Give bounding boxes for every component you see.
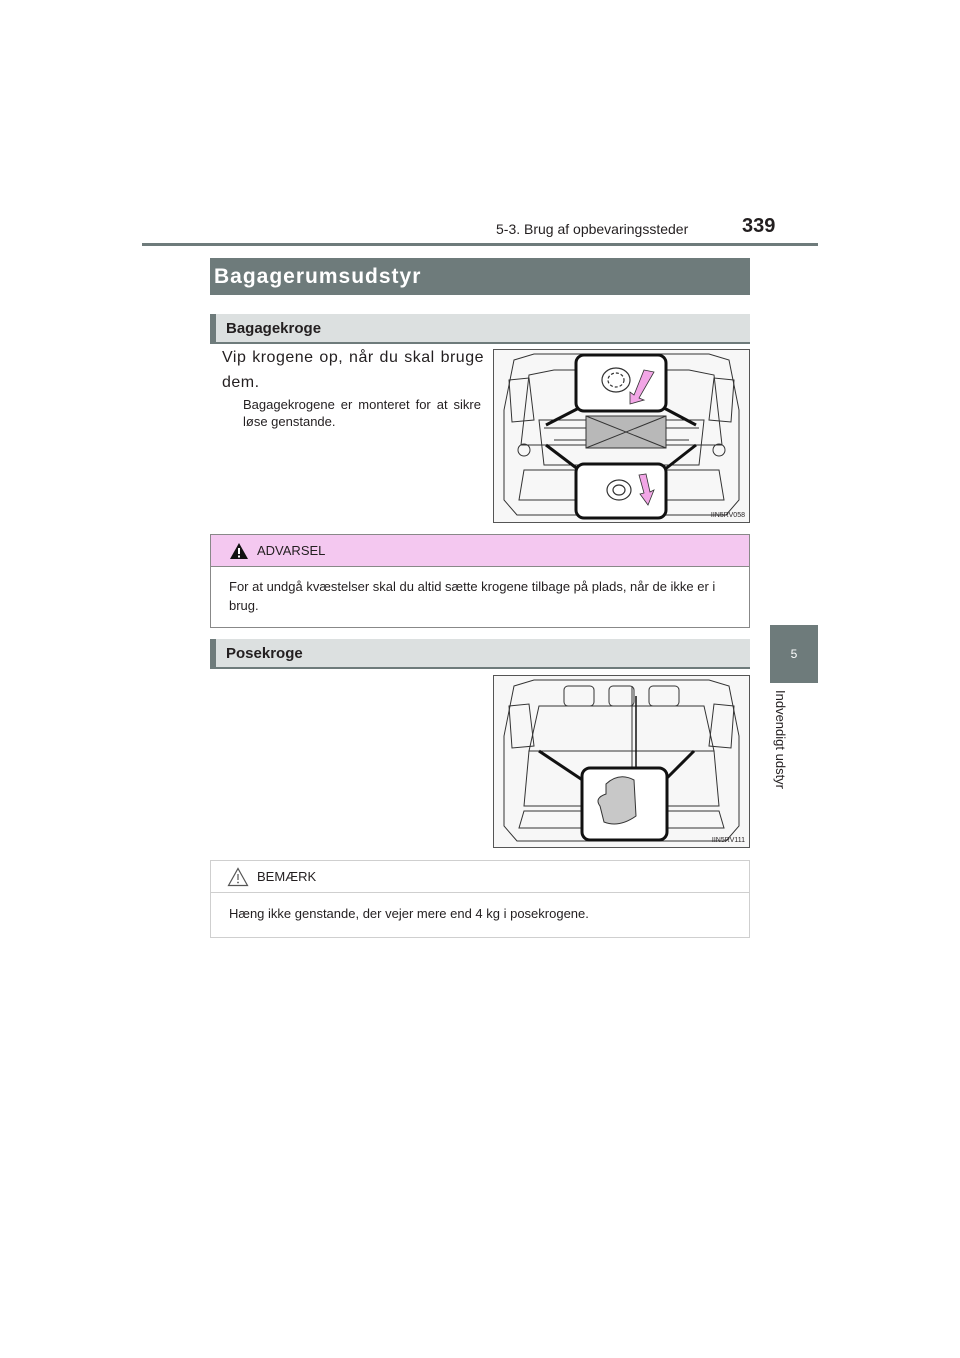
page-title (210, 258, 750, 295)
cargo-area-bag-hook-drawing (494, 676, 749, 847)
instruction-text: Vip krogene op, når du skal bruge dem. (222, 349, 484, 391)
warning-text: For at undgå kvæstelser skal du altid sætte krogene tilbage på plads, når de ikke er i brug. (229, 579, 716, 613)
section-heading-bagagekroge (210, 314, 750, 342)
luggage-hook-illustration (493, 349, 750, 523)
figure-code: IIN5RV058 (710, 512, 745, 519)
figure-code: IIN5RV111 (711, 837, 745, 844)
page-number: 339 (742, 215, 776, 237)
warning-label: ADVARSEL (257, 543, 326, 558)
running-header-section: 5-3. Brug af opbevaringssteder (496, 221, 689, 237)
warning-triangle-icon (229, 542, 249, 560)
note-label: BEMÆRK (257, 869, 317, 884)
warning-box (210, 534, 750, 628)
bag-hook-illustration (493, 675, 750, 848)
chapter-label (773, 690, 812, 820)
section-heading-text: Posekroge (226, 644, 303, 662)
cargo-area-hook-drawing (494, 350, 749, 522)
instruction-subtext: Bagagekrogene er monteret for at sikre løse genstande. (243, 397, 481, 429)
chapter-tab (770, 625, 818, 683)
header-rule (142, 243, 818, 246)
section-heading-posekroge (210, 639, 750, 667)
chapter-number: 5 (790, 647, 798, 661)
caution-outline-icon (227, 867, 249, 887)
warning-header (211, 535, 749, 567)
chapter-label-text: Indvendigt udstyr (773, 690, 788, 790)
note-box (210, 860, 750, 938)
note-text: Hæng ikke genstande, der vejer mere end 4 kg i posekrogene. (229, 906, 589, 921)
section-heading-text: Bagagekroge (226, 319, 322, 337)
page-title-text: Bagagerumsudstyr (214, 264, 422, 288)
note-header (211, 861, 749, 893)
